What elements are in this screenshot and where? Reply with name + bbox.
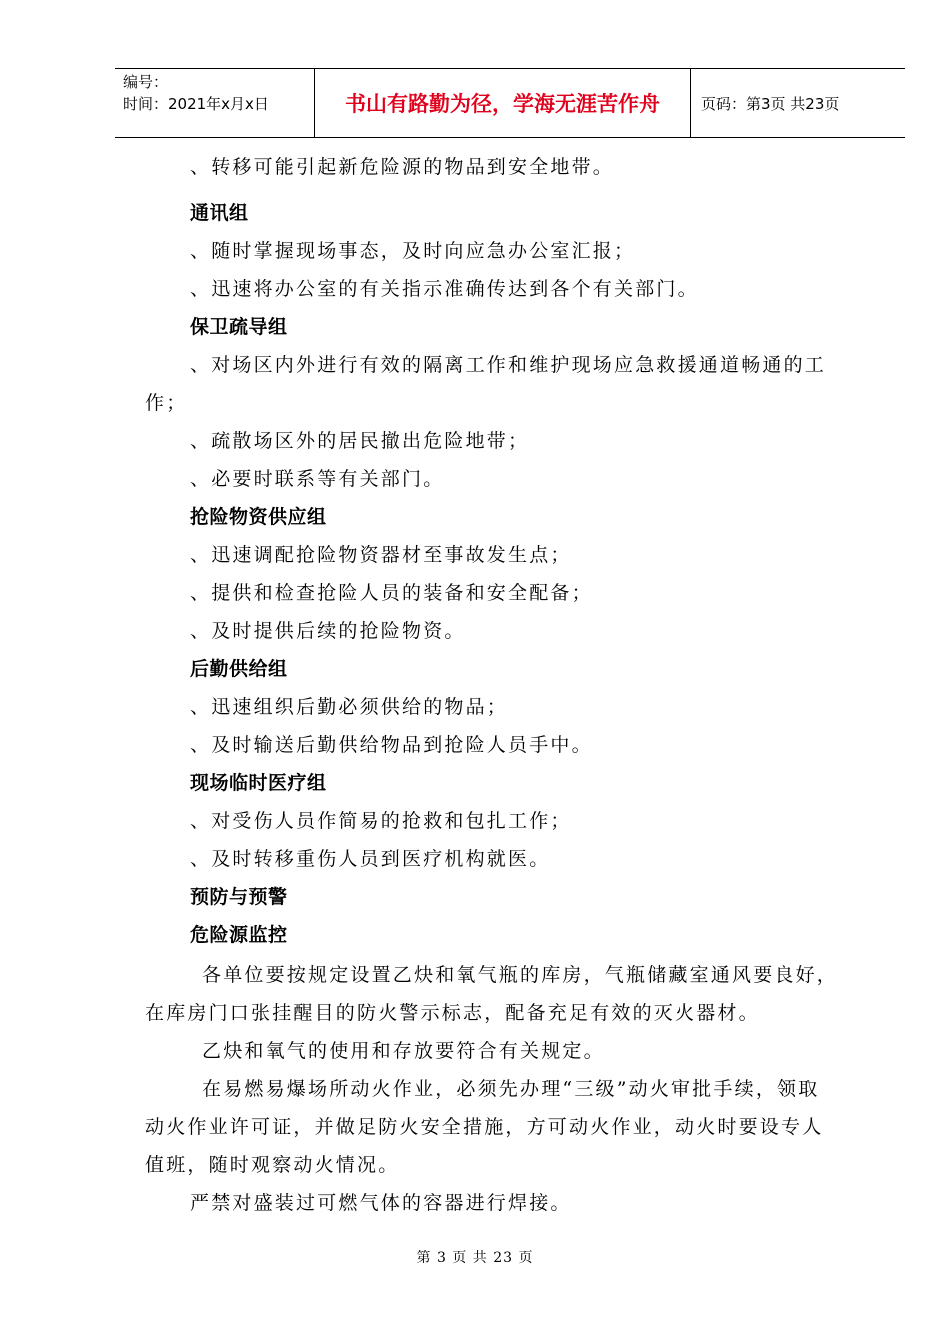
list-item: 、迅速将办公室的有关指示准确传达到各个有关部门。 bbox=[190, 278, 699, 300]
paragraph-line: 在库房门口张挂醒目的防火警示标志，配备充足有效的灭火器材。 bbox=[145, 1002, 760, 1024]
list-item: 、对受伤人员作简易的抢救和包扎工作； bbox=[190, 810, 572, 832]
list-item: 、及时提供后续的抢险物资。 bbox=[190, 620, 466, 642]
header-motto: 书山有路勤为径，学海无涯苦作舟 bbox=[315, 69, 691, 137]
paragraph-line: 在易燃易爆场所动火作业，必须先办理“三级”动火审批手续，领取 bbox=[202, 1078, 820, 1100]
section-heading: 抢险物资供应组 bbox=[190, 506, 327, 528]
list-item: 、对场区内外进行有效的隔离工作和维护现场应急救援通道畅通的工 bbox=[190, 354, 827, 376]
list-item: 、迅速组织后勤必须供给的物品； bbox=[190, 696, 509, 718]
list-item: 、迅速调配抢险物资器材至事故发生点； bbox=[190, 544, 572, 566]
page-header bbox=[115, 68, 905, 138]
header-meta bbox=[115, 69, 315, 137]
header-page-label: 页码：第3页 共23页 bbox=[701, 94, 840, 113]
paragraph-line: 各单位要按规定设置乙炔和氧气瓶的库房，气瓶储藏室通风要良好， bbox=[202, 964, 839, 986]
serial-label: 编号： bbox=[123, 73, 169, 91]
section-heading: 后勤供给组 bbox=[190, 658, 288, 680]
list-item: 、及时转移重伤人员到医疗机构就医。 bbox=[190, 848, 551, 870]
paragraph-line: 值班，随时观察动火情况。 bbox=[145, 1154, 400, 1176]
list-item: 、疏散场区外的居民撤出危险地带； bbox=[190, 430, 530, 452]
time-label: 时间：2021年x月x日 bbox=[123, 95, 269, 113]
section-heading: 保卫疏导组 bbox=[190, 316, 288, 338]
page-footer: 第 3 页 共 23 页 bbox=[416, 1250, 534, 1266]
paragraph-line: 动火作业许可证，并做足防火安全措施，方可动火作业，动火时要设专人 bbox=[145, 1116, 824, 1138]
list-item: 、随时掌握现场事态，及时向应急办公室汇报； bbox=[190, 240, 636, 262]
list-item-continuation: 作； bbox=[145, 392, 188, 414]
list-item: 、必要时联系等有关部门。 bbox=[190, 468, 445, 490]
paragraph-line: 严禁对盛装过可燃气体的容器进行焊接。 bbox=[190, 1192, 572, 1214]
paragraph-line: 乙炔和氧气的使用和存放要符合有关规定。 bbox=[202, 1040, 605, 1062]
section-heading: 危险源监控 bbox=[190, 924, 288, 946]
section-heading: 现场临时医疗组 bbox=[190, 772, 327, 794]
list-item: 、及时输送后勤供给物品到抢险人员手中。 bbox=[190, 734, 593, 756]
section-heading: 预防与预警 bbox=[190, 886, 288, 908]
section-heading: 通讯组 bbox=[190, 202, 249, 224]
list-item: 、转移可能引起新危险源的物品到安全地带。 bbox=[190, 156, 615, 178]
list-item: 、提供和检查抢险人员的装备和安全配备； bbox=[190, 582, 593, 604]
